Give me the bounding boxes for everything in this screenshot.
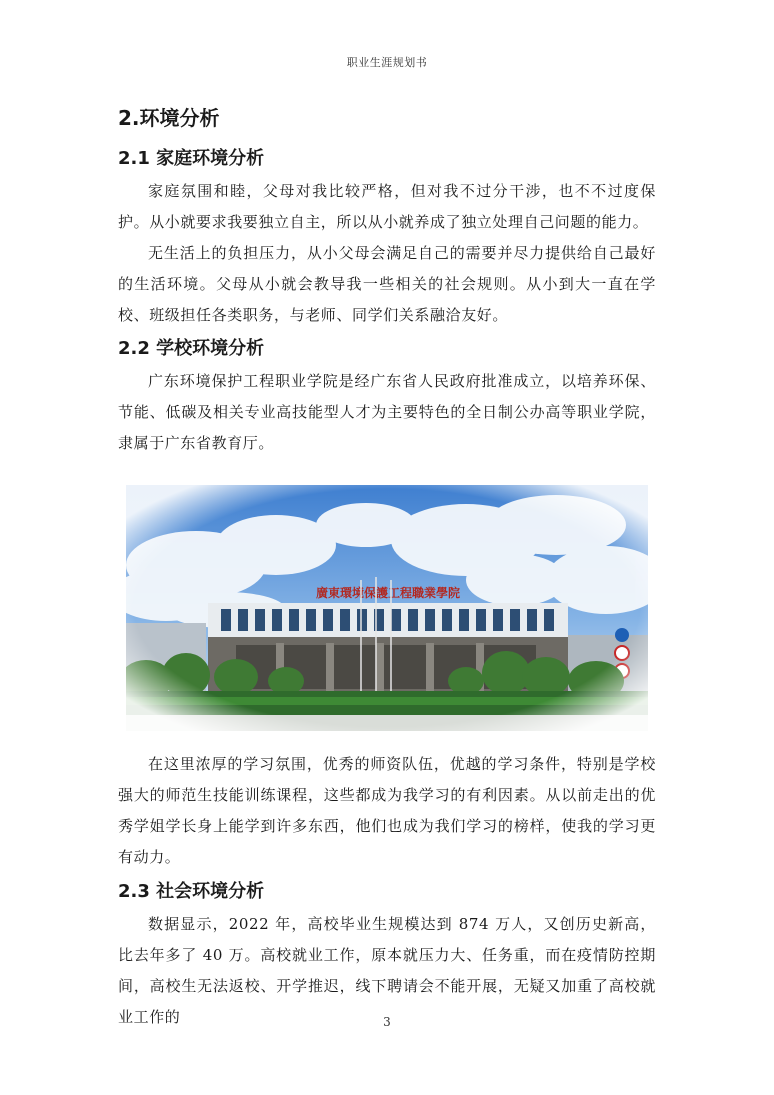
- campus-photo: [126, 485, 648, 731]
- paragraph: 数据显示，2022 年，高校毕业生规模达到 874 万人，又创历史新高，比去年多了 40 万。高校就业工作，原本就压力大、任务重，而在疫情防控期间，高校生无法返校、开学推迟，线下聘请会不能开展，无疑又加重了高校就业工作的: [118, 915, 656, 1026]
- subsection-title-society: 2.3 社会环境分析: [118, 881, 265, 902]
- subsection-title-family: 2.1 家庭环境分析: [118, 148, 265, 169]
- running-header: 职业生涯规划书: [346, 56, 428, 69]
- page-body: [118, 96, 656, 1033]
- section-title: 2.环境分析: [118, 106, 220, 130]
- paragraph: 无生活上的负担压力，从小父母会满足自己的需要并尽力提供给自己最好的生活环境。父母从小就会教导我一些相关的社会规则。从小到大一直在学校、班级担任各类职务，与老师、同学们关系融洽友好。: [118, 244, 656, 324]
- subsection-title-school: 2.2 学校环境分析: [118, 338, 265, 359]
- paragraph: 家庭氛围和睦，父母对我比较严格，但对我不过分干涉，也不不过度保护。从小就要求我要独立自主，所以从小就养成了独立处理自己问题的能力。: [118, 182, 656, 231]
- paragraph: 在这里浓厚的学习氛围，优秀的师资队伍，优越的学习条件，特别是学校强大的师范生技能训练课程，这些都成为我学习的有利因素。从以前走出的优秀学姐学长身上能学到许多东西，他们也成为我们学习的榜样，使我的学习更有动力。: [118, 755, 656, 866]
- paragraph: 广东环境保护工程职业学院是经广东省人民政府批准成立，以培养环保、节能、低碳及相关专业高技能型人才为主要特色的全日制公办高等职业学院，隶属于广东省教育厅。: [118, 372, 656, 452]
- page-number: 3: [383, 1015, 391, 1029]
